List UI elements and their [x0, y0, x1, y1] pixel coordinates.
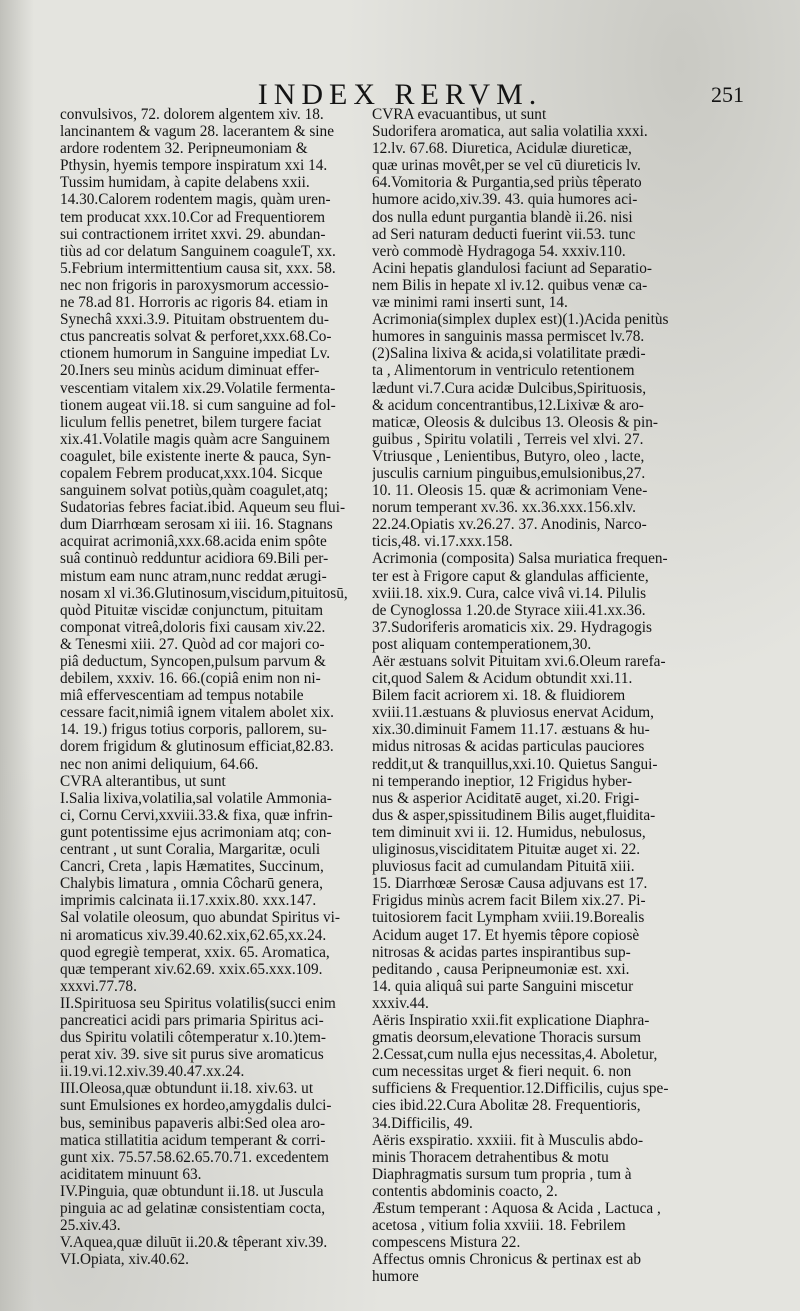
index-line: ctus pancreatis solvat & perforet,xxx.68.Co-: [60, 328, 332, 346]
index-line: dos nulla edunt purgantia blandè ii.26. nisi: [372, 208, 633, 226]
index-line: quæ temperant xiv.62.69. xxix.65.xxx.109.: [60, 960, 323, 978]
index-line: V.Aquea,quæ diluūt ii.20.& têperant xiv.39.: [60, 1234, 328, 1252]
index-line: ci, Cornu Cervi,xxviii.33.& fixa, quæ infrin-: [60, 806, 333, 824]
index-line: xxxvi.77.78.: [60, 977, 137, 995]
index-line: piâ deductum, Syncopen,pulsum parvum &: [60, 653, 326, 670]
index-line: xviii.18. xix.9. Cura, calce vivâ vi.14. Pilulis: [372, 584, 647, 602]
index-line: Pthysin, hyemis tempore inspiratum xxi 14.: [60, 157, 328, 175]
index-line: contentis abdominis coacto, 2.: [372, 1182, 558, 1200]
index-line: CVRA alterantibus, ut sunt: [60, 772, 226, 790]
index-line: convulsivos, 72. dolorem algentem xiv. 18.: [60, 106, 324, 123]
index-line: suâ continuò redduntur acidiora 69.Bili per-: [60, 550, 329, 568]
index-line: 37.Sudoriferis aromaticis xix. 29. Hydragogis: [372, 618, 652, 636]
index-line: væ minimi rami inserti sunt, 14.: [372, 294, 568, 312]
index-line: dus Spiritu volatili côtemperatur x.10.)tem-: [60, 1029, 326, 1047]
index-line: guibus , Spiritu volatili , Terreis vel xlvi. 27.: [372, 430, 644, 448]
index-line: pinguia ac ad gelatinæ consistentiam cocta,: [60, 1200, 326, 1217]
index-line: lædunt vi.7.Cura acidæ Dulcibus,Spirituosis,: [372, 379, 647, 397]
index-line: 2.Cessat,cum nulla ejus necessitas,4. Aboletur,: [372, 1046, 658, 1064]
index-line: minis Thoracem detrahentibus & motu: [372, 1148, 609, 1166]
index-line: aciditatem minuunt 63.: [60, 1165, 202, 1183]
index-line: Acrimonia (composita) Salsa muriatica frequen-: [372, 550, 668, 568]
index-line: Vtriusque , Lenientibus, Butyro, oleo , lacte,: [372, 447, 645, 465]
page-gutter-shadow: [0, 0, 34, 1311]
index-line: sunt Emulsiones ex hordeo,amygdalis dulci-: [60, 1097, 332, 1115]
index-line: xviii.11.æstuans & pluviosus enervat Acidum,: [372, 704, 654, 722]
index-line: nitrosas & acidas partes inspirantibus sup-: [372, 943, 631, 961]
index-line: quòd Pituitæ viscidæ conjunctum, pituitam: [60, 601, 324, 619]
index-line: Æstum temperant : Aquosa & Acida , Lactuca ,: [372, 1200, 661, 1217]
index-line: coagulet, bile existente inerte & pauca, Syn-: [60, 447, 331, 465]
index-line: Acini hepatis glandulosi faciunt ad Separatio-: [372, 259, 652, 277]
index-line: 14.30.Calorem rodentem magis, quàm uren-: [60, 191, 331, 209]
index-line: humores in sanguinis massa permiscet lv.78.: [372, 328, 645, 346]
index-line: vescentiam vitalem xix.29.Volatile fermenta-: [60, 379, 336, 397]
index-line: Bilem facit acriorem xi. 18. & fluidiorem: [372, 687, 626, 705]
index-line: Sudorifera aromatica, aut salia volatilia xxxi.: [372, 123, 648, 141]
index-line: Chalybis limatura , omnia Côcharū genera,: [60, 875, 323, 893]
index-line: verò commodè Hydragoga 54. xxxiv.110.: [372, 242, 626, 260]
page-number: 251: [711, 82, 744, 107]
index-line: mistum eam nunc atram,nunc reddat ærugi-: [60, 567, 327, 585]
index-line: miâ effervescentiam ad tempus notabile: [60, 687, 304, 705]
index-line: 64.Vomitoria & Purgantia,sed priùs têperato: [372, 174, 642, 192]
index-line: nosam xl vi.36.Glutinosum,viscidum,pituitosū,: [60, 584, 348, 602]
index-column-right: [372, 106, 690, 1285]
index-line: tuitosiorem facit Lympham xviii.19.Borealis: [372, 909, 645, 927]
running-title: INDEX RERVM.: [257, 78, 543, 111]
index-line: compescens Mistura 22.: [372, 1234, 521, 1252]
index-line: tionem augeat vii.18. si cum sanguine ad fol-: [60, 396, 336, 414]
index-line: ticis,48. vi.17.xxx.158.: [372, 533, 513, 551]
index-line: nem Bilis in hepate xl iv.12. quibus venæ ca-: [372, 276, 648, 294]
index-line: ni temperando ineptior, 12 Frigidus hyber-: [372, 772, 632, 790]
index-line: III.Oleosa,quæ obtundunt ii.18. xiv.63. ut: [60, 1080, 314, 1098]
index-line: ad Seri naturam deducti fuerint vii.53. tunc: [372, 225, 636, 243]
index-line: Sal volatile oleosum, quo abundat Spiritus vi-: [60, 909, 340, 927]
index-line: cessare facit,nimiâ ignem vitalem abolet xix.: [60, 704, 334, 722]
index-line: matica stillatitia acidum temperant & corri-: [60, 1131, 326, 1149]
index-line: Aëris exspiratio. xxxiii. fit à Musculis abdo-: [372, 1131, 644, 1149]
index-line: 14. quia aliquâ sui parte Sanguini miscetur: [372, 977, 634, 995]
index-line: humore: [372, 1268, 419, 1286]
index-line: centrant , ut sunt Coralia, Margaritæ, oculi: [60, 841, 321, 859]
index-line: midus nitrosas & acidas particulas pauciores: [372, 738, 645, 756]
index-line: imprimis calcinata ii.17.xxix.80. xxx.147.: [60, 892, 317, 910]
index-line: ardore rodentem 32. Peripneumoniam &: [60, 140, 308, 158]
index-line: nus & asperior Aciditatē auget, xi.20. Frigi-: [372, 789, 640, 807]
index-line: Synechâ xxxi.3.9. Pituitam obstruentem du-: [60, 311, 329, 329]
index-line: 15. Diarrhœæ Serosæ Causa adjuvans est 17.: [372, 875, 648, 893]
index-line: Aëris Inspiratio xxii.fit explicatione Diaphra-: [372, 1011, 650, 1029]
index-line: ne 78.ad 81. Horroris ac rigoris 84. etiam in: [60, 294, 329, 312]
index-line: xix.30.diminuit Famem 11.17. æstuans & hu-: [372, 721, 650, 739]
index-line: CVRA evacuantibus, ut sunt: [372, 106, 547, 123]
index-line: Sudatorias febres faciat.ibid. Aqueum seu flui-: [60, 499, 346, 517]
index-line: tem producat xxx.10.Cor ad Frequentiorem: [60, 208, 326, 226]
index-line: nec non animi deliquium, 64.66.: [60, 755, 259, 773]
index-line: pancreatici acidi pars primaria Spiritus aci-: [60, 1011, 324, 1029]
index-line: xxxiv.44.: [372, 994, 429, 1012]
index-line: jusculis carnium pinguibus,emulsionibus,27.: [372, 464, 646, 482]
index-line: Cancri, Creta , lapis Hæmatites, Succinum,: [60, 858, 324, 876]
index-line: reddit,ut & tranquillus,xxi.10. Quietus Sangui-: [372, 755, 658, 773]
index-line: quæ urinas movêt,per se vel cū diureticis lv.: [372, 157, 641, 175]
index-line: 34.Difficilis, 49.: [372, 1114, 473, 1132]
index-line: nec non frigoris in paroxysmorum accessio-: [60, 276, 329, 294]
index-line: sui contractionem irritet xxvi. 29. abundan-: [60, 225, 326, 243]
index-line: ctionem humorum in Sanguine impediat Lv.: [60, 345, 331, 363]
index-line: peditando , causa Peripneumoniæ est. xxi.: [372, 960, 630, 978]
index-line: ni aromaticus xiv.39.40.62.xix,62.65,xx.24.: [60, 926, 327, 944]
index-line: (2)Salina lixiva & acida,si volatilitate prædi-: [372, 345, 646, 363]
index-line: I.Salia lixiva,volatilia,sal volatile Ammonia-: [60, 789, 332, 807]
index-line: dorem frigidum & glutinosum efficiat,82.83.: [60, 738, 334, 756]
index-line: sufficiens & Frequentior.12.Difficilis, cujus spe-: [372, 1080, 669, 1098]
index-line: VI.Opiata, xiv.40.62.: [60, 1251, 190, 1269]
index-line: gunt xix. 75.57.58.62.65.70.71. excedentem: [60, 1148, 329, 1166]
index-line: 20.Iners seu minùs acidum diminuat effer-: [60, 362, 320, 380]
index-line: humore acido,xiv.39. 43. quia humores aci-: [372, 191, 638, 209]
index-line: pluviosus facit ad cumulandam Pituitā xiii.: [372, 858, 635, 876]
index-line: Tussim humidam, à capite delabens xxii.: [60, 174, 310, 192]
index-line: ii.19.vi.12.xiv.39.40.47.xx.24.: [60, 1063, 245, 1081]
index-line: componat vitreâ,doloris fixi causam xiv.22.: [60, 618, 326, 636]
index-line: cit,quod Salem & Acidum obtundit xxi.11.: [372, 670, 633, 688]
index-line: 12.lv. 67.68. Diuretica, Acidulæ diureticæ,: [372, 140, 632, 158]
index-line: post aliquam contemperationem,30.: [372, 635, 592, 653]
index-line: acetosa , vitium folia xxviii. 18. Febrilem: [372, 1217, 626, 1235]
index-line: Frigidus minùs acrem facit Bilem xix.27. Pi-: [372, 892, 646, 910]
index-line: lancinantem & vagum 28. lacerantem & sine: [60, 123, 334, 141]
index-line: de Cynoglossa 1.20.de Styrace xiii.41.xx.36.: [372, 601, 646, 619]
index-line: bus, seminibus papaveris albi:Sed olea aro-: [60, 1114, 326, 1132]
index-line: dum Diarrhœam serosam xi iii. 16. Stagnans: [60, 516, 333, 534]
index-line: IV.Pinguia, quæ obtundunt ii.18. ut Juscula: [60, 1182, 324, 1200]
index-line: gunt potentissime ejus acrimoniam atq; con-: [60, 823, 332, 841]
index-line: perat xiv. 39. sive sit purus sive aromaticus: [60, 1046, 324, 1064]
index-line: Affectus omnis Chronicus & pertinax est ab: [372, 1251, 642, 1269]
index-line: 10. 11. Oleosis 15. quæ & acrimoniam Vene-: [372, 482, 648, 500]
index-line: xix.41.Volatile magis quàm acre Sanguinem: [60, 430, 330, 448]
index-line: copalem Febrem producat,xxx.104. Sicque: [60, 464, 323, 482]
index-line: cies ibid.22.Cura Abolitæ 28. Frequentioris,: [372, 1097, 641, 1115]
index-line: 25.xiv.43.: [60, 1217, 121, 1235]
index-line: dus & asper,spissitudinem Bilis auget,fluidita-: [372, 806, 656, 824]
index-line: uliginosus,visciditatem Pituitæ auget xi. 22.: [372, 841, 641, 859]
index-line: 22.24.Opiatis xv.26.27. 37. Anodinis, Narco-: [372, 516, 647, 534]
index-line: 14. 19.) frigus totius corporis, pallorem, su-: [60, 721, 327, 739]
index-line: cum necessitas urget & fieri nequit. 6. non: [372, 1063, 632, 1081]
index-line: ta , Alimentorum in ventriculo retentionem: [372, 362, 635, 380]
index-line: sanguinem solvat potiùs,quàm coagulet,atq;: [60, 482, 329, 500]
index-line: maticæ, Oleosis & dulcibus 13. Oleosis & pin-: [372, 413, 658, 431]
index-line: norum temperant xv.36. xx.36.xxx.156.xlv.: [372, 499, 636, 517]
index-column-left: [60, 106, 362, 1268]
index-line: quod egregiè temperat, xxix. 65. Aromatica,: [60, 943, 330, 961]
index-line: II.Spirituosa seu Spiritus volatilis(succi enim: [60, 994, 336, 1012]
index-line: Aër æstuans solvit Pituitam xvi.6.Oleum rarefa-: [372, 653, 666, 670]
index-line: tiùs ad cor delatum Sanguinem coaguleT, xx.: [60, 242, 336, 260]
index-line: acquirat acrimoniâ,xxx.68.acida enim spôte: [60, 533, 327, 551]
index-line: 5.Febrium intermittentium causa sit, xxx. 58.: [60, 259, 336, 277]
index-line: Diaphragmatis sursum tum propria , tum à: [372, 1165, 632, 1183]
index-line: tem diminuit xvi ii. 12. Humidus, nebulosus,: [372, 823, 646, 841]
index-line: Acrimonia(simplex duplex est)(1.)Acida penitùs: [372, 311, 669, 329]
index-line: & acidum concentrantibus,12.Lixivæ & aro-: [372, 396, 644, 414]
index-line: debilem, xxxiv. 16. 66.(copiâ enim non ni-: [60, 670, 321, 688]
index-line: & Tenesmi xiii. 27. Quòd ad cor majori co-: [60, 635, 325, 653]
index-line: liculum fellis penetret, bilem turgere faciat: [60, 413, 322, 431]
index-line: ter est à Frigore caput & glandulas afficiente,: [372, 567, 649, 585]
index-line: gmatis deorsum,elevatione Thoracis sursum: [372, 1029, 642, 1047]
index-line: Acidum auget 17. Et hyemis têpore copiosè: [372, 926, 640, 944]
